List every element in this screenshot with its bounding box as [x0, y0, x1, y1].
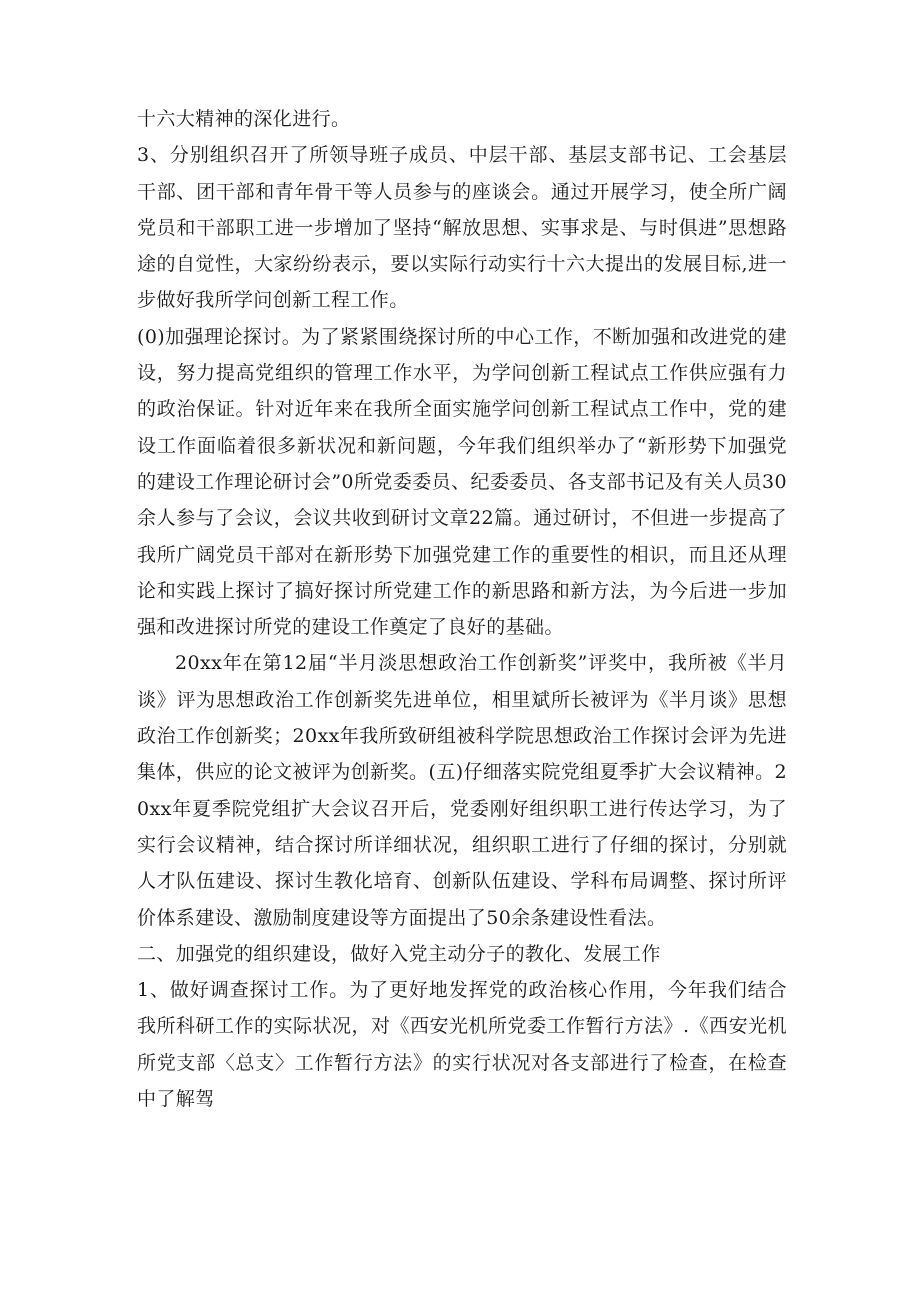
paragraph-1: 十六大精神的深化进行。 — [137, 108, 351, 130]
section-heading: 二、加强党的组织建设，做好入党主动分子的教化、发展工作 — [137, 942, 661, 965]
paragraph-3: (0)加强理论探讨。为了紧紧围绕探讨所的中心工作，不断加强和改进党的建设，努力提高党组织的管理工作水平，为学问创新工程试点工作供应强有力的政治保证。针对近年来在我所全面实施学问创新工程试点工作中，党的建设工作面临着很多新状况和新问题，今年我们组织举办了“新形势下加强党的建设工作理论研讨会”0所党委委员、纪委委员、各支部书记及有关人员30余人参与了会议，会议共收到研讨文章22篇。通过研讨，不但进一步提高了我所广阔党员干部对在新形势下加强党建工作的重要性的相识，而且还从理论和实践上探讨了搞好探讨所党建工作的新思路和新方法，为今后进一步加强和改进探讨所党的建设工作奠定了良好的基础。 — [137, 325, 787, 639]
document-body — [137, 101, 787, 1117]
paragraph-2: 3、分别组织召开了所领导班子成员、中层干部、基层支部书记、工会基层干部、团干部和青年骨干等人员参与的座谈会。通过开展学习，使全所广阔党员和干部职工进一步增加了坚持“解放思想、实事求是、与时俱进”思想路途的自觉性，大家纷纷表示，要以实际行动实行十六大提出的发展目标,进一步做好我所学问创新工程工作。 — [137, 144, 787, 312]
paragraph-5: 1、做好调查探讨工作。为了更好地发挥党的政治核心作用，今年我们结合我所科研工作的实际状况，对《西安光机所党委工作暂行方法》.《西安光机所党支部〈总支〉工作暂行方法》的实行状况对各支部进行了检查，在检查中了解驾 — [137, 979, 787, 1111]
paragraph-4: 20xx年在第12届“半月淡思想政治工作创新奖”评奖中，我所被《半月谈》评为思想政治工作创新奖先进单位，相里斌所长被评为《半月谈》思想政治工作创新奖；20xx年我所致研组被科学院思想政治工作探讨会评为先进集体，供应的论文被评为创新奖。(五)仔细落实院党组夏季扩大会议精神。20xx年夏季院党组扩大会议召开后，党委刚好组织职工进行传达学习，为了实行会议精神，结合探讨所详细状况，组织职工进行了仔细的探讨，分别就人才队伍建设、探讨生教化培育、创新队伍建设、学科布局调整、探讨所评价体系建设、激励制度建设等方面提出了50余条建设性看法。 — [137, 652, 787, 929]
